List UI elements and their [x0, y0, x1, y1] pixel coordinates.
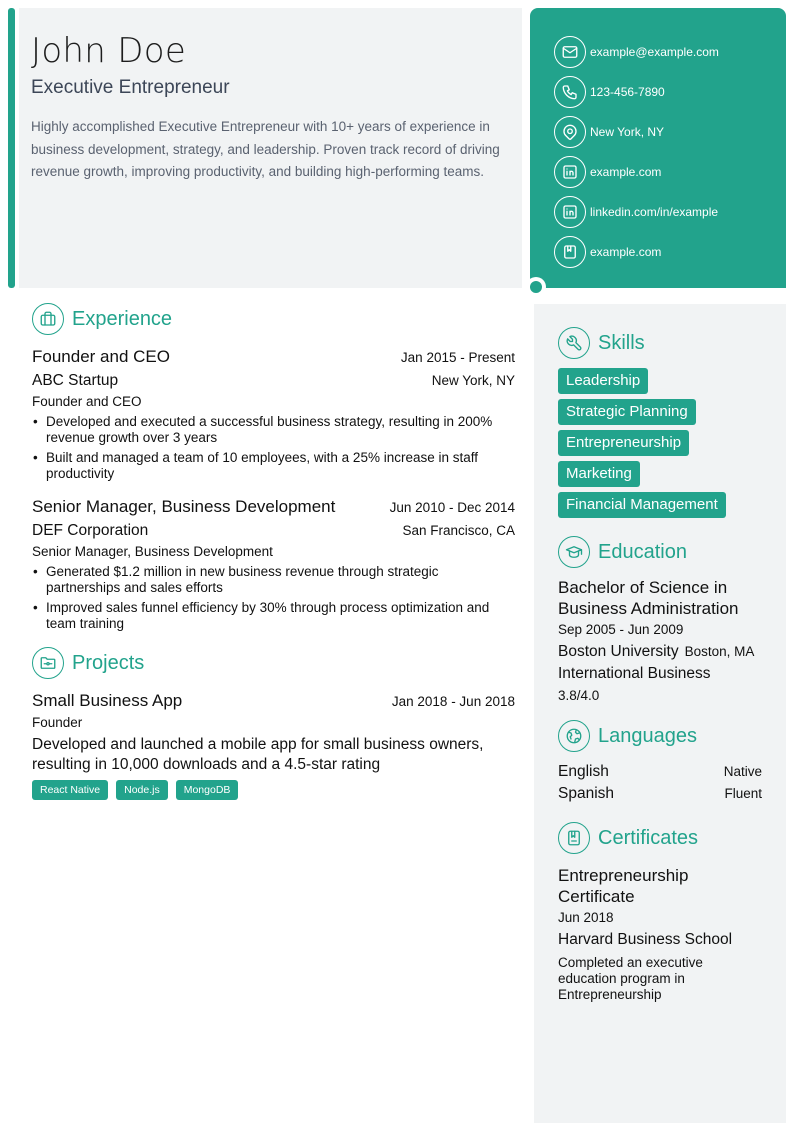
bullet-item: • Improved sales funnel efficiency by 30% through process optimization and team training: [32, 600, 515, 632]
language-name: Spanish: [558, 785, 615, 802]
language-level: Fluent: [724, 786, 762, 801]
skill-tag: Marketing: [558, 461, 640, 487]
section-title: Languages: [598, 724, 697, 747]
project-entry: [32, 690, 515, 800]
language-level: Native: [723, 764, 762, 779]
experience-entry: [32, 496, 515, 632]
wrench-icon: [558, 327, 590, 359]
contact-text: 123-456-7890: [590, 85, 665, 99]
graduation-cap-icon: [558, 536, 590, 568]
phone-icon: [554, 76, 586, 108]
section-title: Certificates: [598, 826, 699, 849]
bullet-item: • Generated $1.2 million in new business revenue through strategic partnerships and sales efforts: [32, 564, 515, 596]
education-heading: [558, 535, 762, 569]
edu-location: Boston, MA: [684, 644, 755, 659]
briefcase-icon: [32, 303, 64, 335]
job-company: DEF Corporation: [32, 522, 149, 539]
connector-dot: [526, 277, 546, 297]
project-name: Small Business App: [32, 691, 183, 710]
job-date: Jun 2010 - Dec 2014: [389, 500, 515, 515]
cert-name: Entrepreneurship Certificate: [558, 866, 689, 906]
tech-tag: Node.js: [116, 780, 168, 800]
edu-gpa: 3.8/4.0: [558, 688, 600, 703]
contact-portfolio[interactable]: [554, 232, 786, 272]
cert-description: Completed an executive education program in Entrepreneurship: [558, 955, 703, 1002]
header-panel: [19, 8, 522, 288]
folder-icon: [32, 647, 64, 679]
skill-tag: Financial Management: [558, 492, 726, 518]
skill-tag: Leadership: [558, 368, 648, 394]
cert-issuer: Harvard Business School: [558, 931, 733, 948]
linkedin-icon: [554, 196, 586, 228]
contact-text: New York, NY: [590, 125, 665, 139]
bookmark-icon: [554, 236, 586, 268]
contact-text: example.com: [590, 165, 662, 179]
edu-field: International Business: [558, 665, 711, 682]
location-icon: [554, 116, 586, 148]
job-position: Senior Manager, Business Development: [32, 497, 336, 516]
section-title: Skills: [598, 331, 645, 354]
contact-website[interactable]: [554, 152, 786, 192]
certificate-icon: [558, 822, 590, 854]
skill-tag: Strategic Planning: [558, 399, 696, 425]
job-role: Founder and CEO: [32, 394, 142, 409]
job-location: San Francisco, CA: [402, 523, 515, 538]
main-column: [32, 302, 515, 800]
project-role: Founder: [32, 715, 83, 730]
accent-bar: [8, 8, 15, 288]
job-bullets: [32, 564, 515, 632]
contact-text: example.com: [590, 245, 662, 259]
languages-section: [558, 719, 762, 805]
edu-date: Sep 2005 - Jun 2009: [558, 622, 684, 637]
linkedin-icon: [554, 156, 586, 188]
globe-icon: [558, 720, 590, 752]
contact-linkedin[interactable]: [554, 192, 786, 232]
project-description: Developed and launched a mobile app for small business owners, resulting in 10,000 downloads and a 4.5-star rating: [32, 736, 484, 773]
job-role: Senior Manager, Business Development: [32, 544, 273, 559]
headline: Executive Entrepreneur: [31, 77, 230, 98]
experience-entry: [32, 346, 515, 482]
projects-heading: [32, 646, 515, 680]
project-date: Jan 2018 - Jun 2018: [391, 694, 515, 709]
skill-tag: Entrepreneurship: [558, 430, 689, 456]
contact-phone[interactable]: [554, 72, 786, 112]
education-section: [558, 535, 762, 707]
sidebar: [534, 304, 786, 1123]
summary: Highly accomplished Executive Entrepreneur with 10+ years of experience in business development, strategy, and leadership. Proven track record of driving revenue growth, improving productivity, and building high-performing teams.: [31, 119, 500, 179]
bullet-item: • Built and managed a team of 10 employees, with a 25% increase in staff productivity: [32, 450, 515, 482]
edu-school: Boston University: [558, 643, 679, 660]
job-position: Founder and CEO: [32, 347, 170, 366]
contact-text: linkedin.com/in/example: [590, 205, 719, 219]
section-title: Projects: [72, 651, 145, 674]
job-company: ABC Startup: [32, 372, 119, 389]
edu-degree: Bachelor of Science in Business Administration: [558, 578, 739, 618]
certificates-section: [558, 821, 762, 1003]
tech-tag: MongoDB: [176, 780, 239, 800]
languages-heading: [558, 719, 762, 753]
language-row: [558, 761, 762, 783]
certificates-heading: [558, 821, 762, 855]
contact-panel: [530, 8, 786, 288]
language-name: English: [558, 763, 609, 780]
tech-tag: React Native: [32, 780, 108, 800]
job-date: Jan 2015 - Present: [400, 350, 515, 365]
email-icon: [554, 36, 586, 68]
section-title: Experience: [72, 307, 173, 330]
contact-email[interactable]: [554, 32, 786, 72]
full-name: John Doe: [31, 31, 187, 71]
section-title: Education: [598, 540, 687, 563]
job-location: New York, NY: [431, 373, 515, 388]
experience-heading: [32, 302, 515, 336]
contact-text: example@example.com: [590, 45, 719, 59]
skill-list: [558, 368, 762, 523]
cert-date: Jun 2018: [558, 910, 614, 925]
bullet-item: • Developed and executed a successful business strategy, resulting in 200% revenue growth over 3 years: [32, 414, 515, 446]
job-bullets: [32, 414, 515, 482]
contact-location: [554, 112, 786, 152]
language-row: [558, 783, 762, 805]
project-tags: [32, 780, 515, 800]
skills-heading: [558, 326, 762, 360]
